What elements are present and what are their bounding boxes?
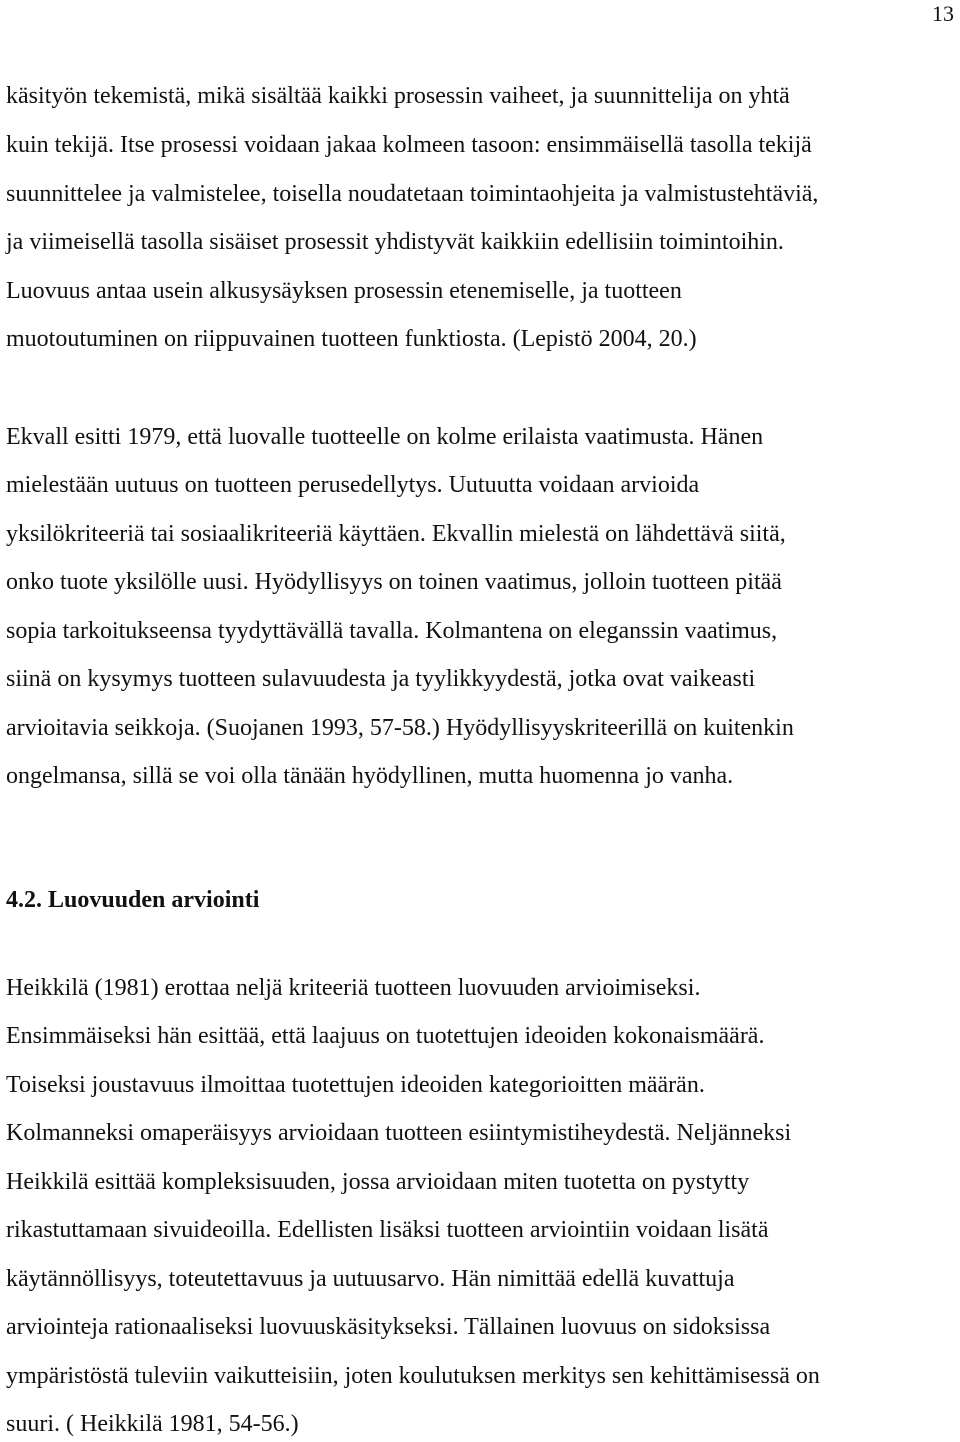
text-line: arvioitavia seikkoja. (Suojanen 1993, 57-58.) Hyödyllisyyskriteerillä on kuitenkin: [6, 715, 794, 741]
text-line: suunnittelee ja valmistelee, toisella noudatetaan toimintaohjeita ja valmistustehtäviä,: [6, 181, 819, 207]
text-line: muotoutuminen on riippuvainen tuotteen funktiosta. (Lepistö 2004, 20.): [6, 326, 697, 352]
text-line: Heikkilä (1981) erottaa neljä kriteeriä tuotteen luovuuden arvioimiseksi.: [6, 975, 701, 1001]
page-number: 13: [932, 1, 954, 26]
text-line: käytännöllisyys, toteutettavuus ja uutuusarvo. Hän nimittää edellä kuvattuja: [6, 1266, 735, 1292]
text-line: Ensimmäiseksi hän esittää, että laajuus on tuotettujen ideoiden kokonaismäärä.: [6, 1023, 765, 1049]
text-line: rikastuttamaan sivuideoilla. Edellisten lisäksi tuotteen arviointiin voidaan lisätä: [6, 1217, 769, 1243]
text-line: siinä on kysymys tuotteen sulavuudesta ja tyylikkyydestä, jotka ovat vaikeasti: [6, 666, 756, 692]
text-line: Kolmanneksi omaperäisyys arvioidaan tuotteen esiintymistiheydestä. Neljänneksi: [6, 1120, 792, 1146]
text-line: ongelmansa, sillä se voi olla tänään hyödyllinen, mutta huomenna jo vanha.: [6, 763, 734, 789]
text-line: onko tuote yksilölle uusi. Hyödyllisyys on toinen vaatimus, jolloin tuotteen pitää: [6, 569, 782, 595]
text-line: Heikkilä esittää kompleksisuuden, jossa arvioidaan miten tuotetta on pystytty: [6, 1169, 750, 1195]
text-line: Luovuus antaa usein alkusysäyksen prosessin etenemiselle, ja tuotteen: [6, 278, 682, 304]
text-line: yksilökriteeriä tai sosiaalikriteeriä käyttäen. Ekvallin mielestä on lähdettävä siitä,: [6, 521, 786, 547]
text-line: kuin tekijä. Itse prosessi voidaan jakaa kolmeen tasoon: ensimmäisellä tasolla tekijä: [6, 132, 812, 158]
text-line: ympäristöstä tuleviin vaikutteisiin, joten koulutuksen merkitys sen kehittämisessä on: [6, 1363, 820, 1389]
section-heading: 4.2. Luovuuden arviointi: [6, 887, 260, 913]
text-line: Ekvall esitti 1979, että luovalle tuotteelle on kolme erilaista vaatimusta. Hänen: [6, 424, 764, 450]
text-line: suuri. ( Heikkilä 1981, 54-56.): [6, 1411, 299, 1437]
text-line: arviointeja rationaaliseksi luovuuskäsitykseksi. Tällainen luovuus on sidoksissa: [6, 1314, 771, 1340]
text-line: sopia tarkoitukseensa tyydyttävällä tavalla. Kolmantena on eleganssin vaatimus,: [6, 618, 778, 644]
text-line: Toiseksi joustavuus ilmoittaa tuotettujen ideoiden kategorioitten määrän.: [6, 1072, 705, 1098]
text-line: käsityön tekemistä, mikä sisältää kaikki prosessin vaiheet, ja suunnittelija on yhtä: [6, 83, 790, 109]
text-line: mielestään uutuus on tuotteen perusedellytys. Uutuutta voidaan arvioida: [6, 472, 700, 498]
text-line: ja viimeisellä tasolla sisäiset prosessit yhdistyvät kaikkiin edellisiin toimintoihin.: [6, 229, 784, 255]
